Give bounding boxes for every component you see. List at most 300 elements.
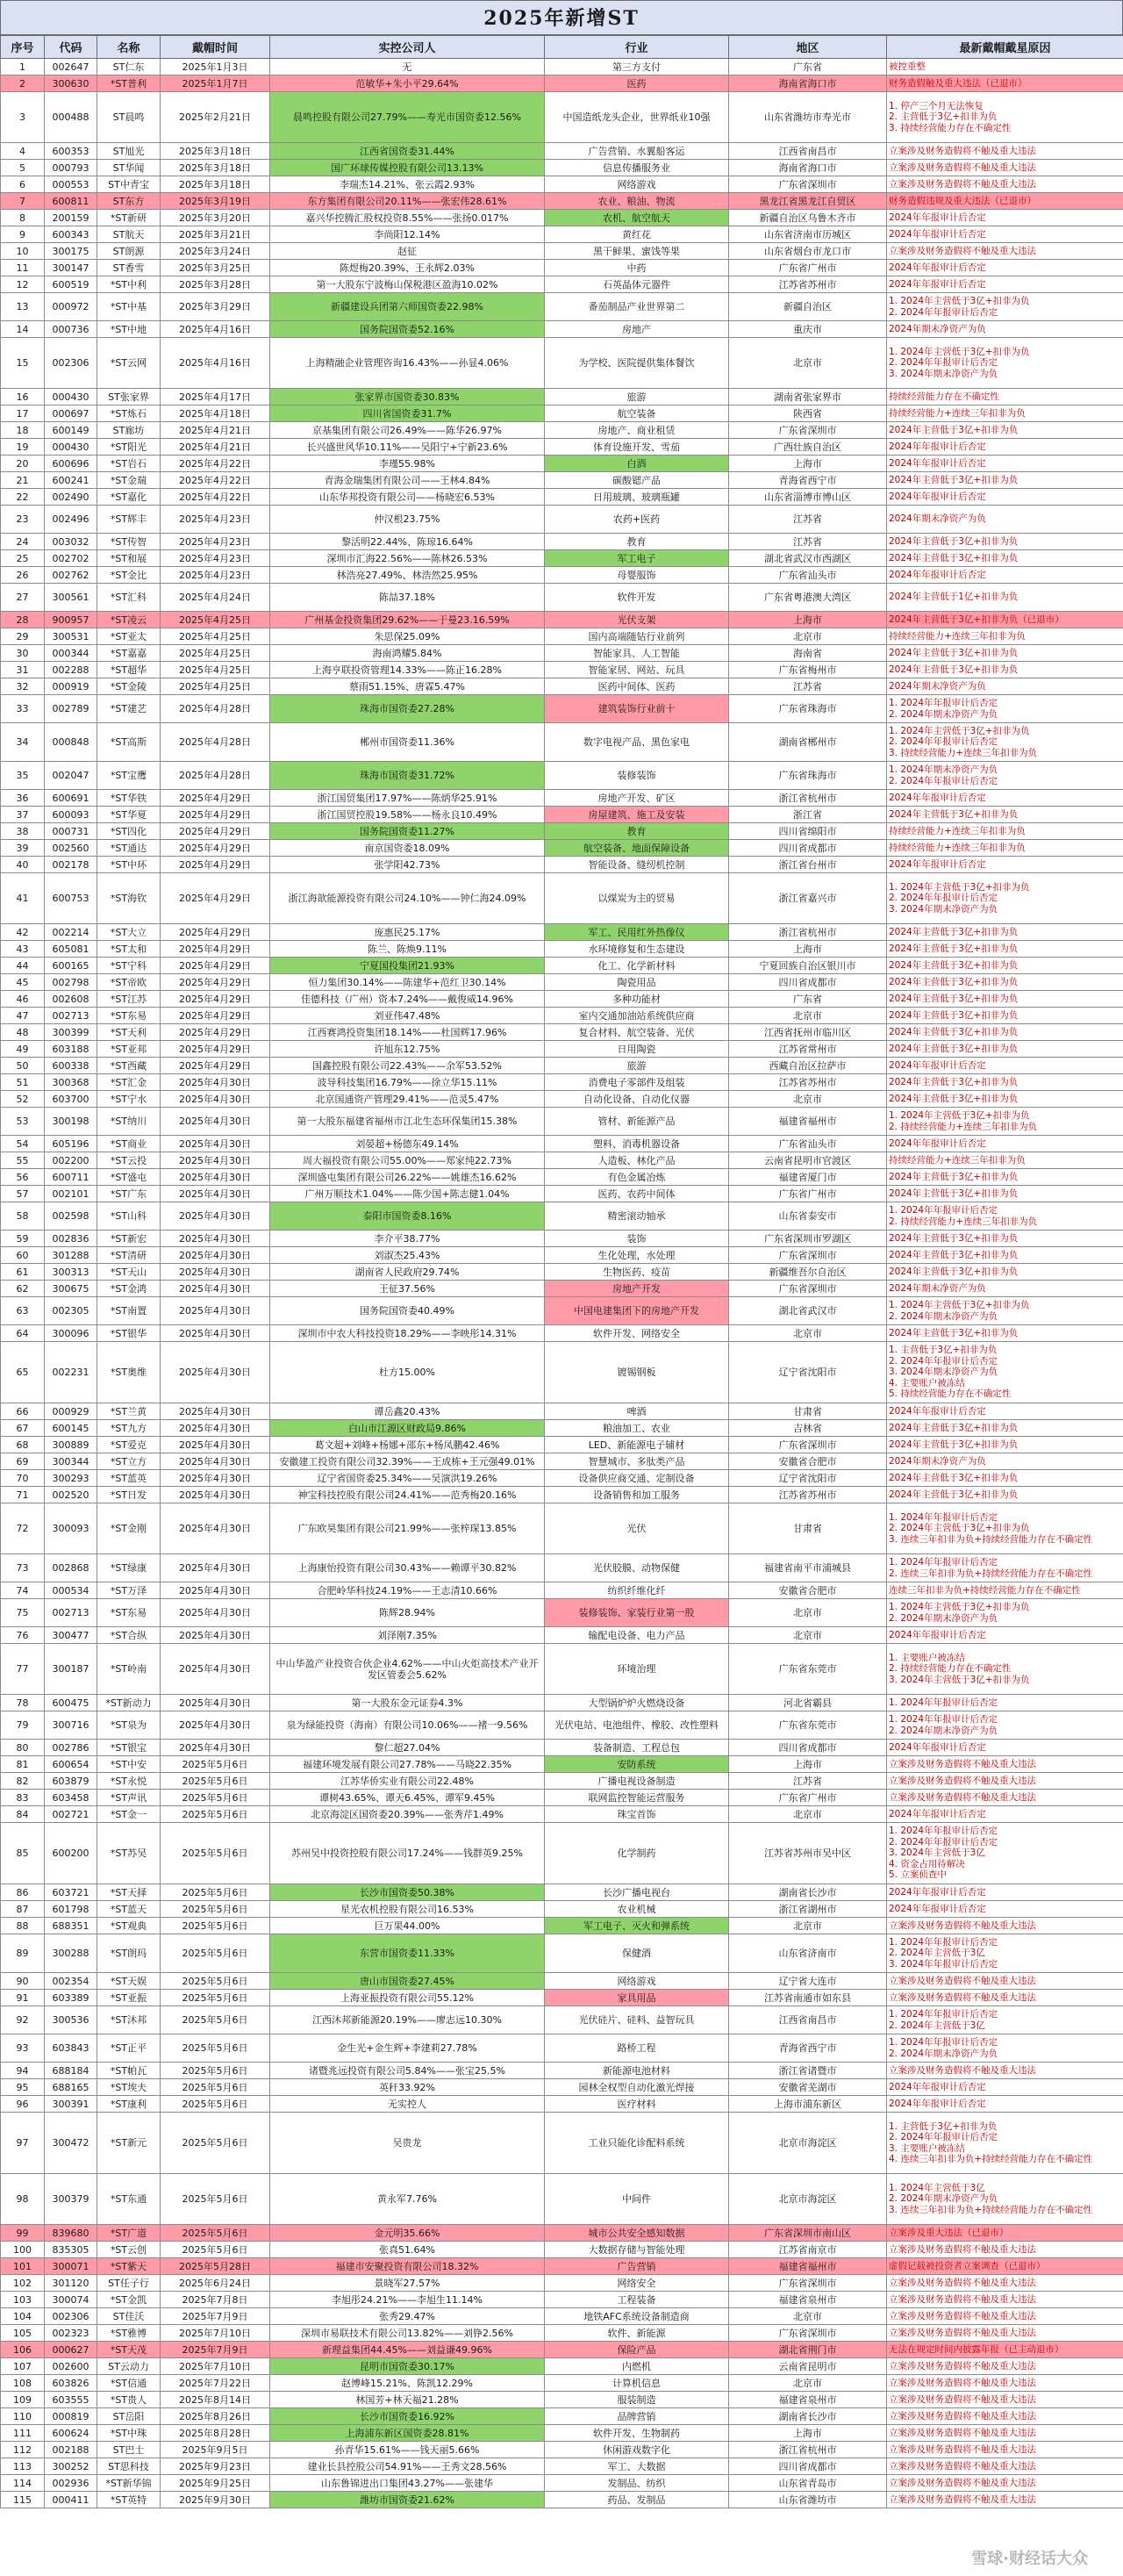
cell-industry: 保险产品 xyxy=(545,2342,729,2358)
cell-name: *ST岭南 xyxy=(97,1644,161,1695)
cell-industry: 母婴服饰 xyxy=(545,567,729,584)
cell-region: 西藏自治区拉萨市 xyxy=(729,1058,887,1074)
cell-code: 000919 xyxy=(45,678,97,695)
table-row xyxy=(1,1342,1123,1403)
cell-seq: 88 xyxy=(1,1918,45,1934)
cell-reason: 2024年年报审计后否定 xyxy=(887,2079,1123,2096)
cell-name: *ST和展 xyxy=(97,550,161,567)
cell-reason: 1. 2024年年报审计后否定 2. 2024年期末净资产为负 xyxy=(887,695,1123,723)
cell-reason: 1. 2024年主营低于3亿+扣非为负 2. 2024年期末净资产为负 xyxy=(887,1297,1123,1325)
cell-name: *ST金一 xyxy=(97,1806,161,1823)
cell-date: 2025年5月6日 xyxy=(161,2096,270,2113)
cell-code: 300293 xyxy=(45,1470,97,1487)
cell-holder: 广东欧昊集团有限公司21.99%——张梓琛13.85% xyxy=(270,1503,545,1554)
cell-industry: 建筑装饰行业前十 xyxy=(545,695,729,723)
cell-code: 688165 xyxy=(45,2079,97,2096)
cell-reason: 2024年主营低于3亿+扣非为负 xyxy=(887,1470,1123,1487)
cell-reason: 2024年期末净资产为负 xyxy=(887,506,1123,534)
cell-industry: 保健酒 xyxy=(545,1934,729,1973)
cell-industry: 以煤炭为主的贸易 xyxy=(545,873,729,924)
cell-industry: 医药中间体、医药 xyxy=(545,678,729,695)
cell-date: 2025年5月6日 xyxy=(161,2242,270,2258)
cell-name: *ST中环 xyxy=(97,857,161,873)
cell-date: 2025年4月29日 xyxy=(161,958,270,974)
cell-holder: 李旭彤24.21%——李旭生11.14% xyxy=(270,2292,545,2308)
table-row xyxy=(1,1297,1123,1325)
cell-seq: 50 xyxy=(1,1058,45,1074)
cell-date: 2025年5月6日 xyxy=(161,2225,270,2242)
cell-name: ST巴士 xyxy=(97,2442,161,2458)
header-industry: 行业 xyxy=(545,36,729,59)
cell-holder: 青海金瑞集团有限公司——王林4.84% xyxy=(270,472,545,489)
cell-date: 2025年5月6日 xyxy=(161,2113,270,2174)
cell-region: 北京市 xyxy=(729,1627,887,1644)
cell-industry: 医药 xyxy=(545,75,729,92)
cell-name: *ST中基 xyxy=(97,293,161,321)
cell-name: *ST永悦 xyxy=(97,1773,161,1790)
cell-holder: 张秀29.47% xyxy=(270,2308,545,2325)
cell-holder: 泉为绿能投资（海南）有限公司10.06%——褚一9.56% xyxy=(270,1711,545,1740)
cell-seq: 89 xyxy=(1,1934,45,1973)
table-row xyxy=(1,941,1123,958)
cell-region: 云南省昆明市 xyxy=(729,2358,887,2375)
cell-reason: 立案涉及财务造假将不触及重大违法 xyxy=(887,2308,1123,2325)
cell-seq: 105 xyxy=(1,2325,45,2342)
cell-holder: 辽宁省国资委25.34%——吴演洪19.26% xyxy=(270,1470,545,1487)
table-row xyxy=(1,2113,1123,2174)
cell-name: *ST超华 xyxy=(97,662,161,678)
table-row xyxy=(1,645,1123,662)
cell-industry: 中间件 xyxy=(545,2174,729,2225)
cell-industry: 光伏电站、电池组件、橡胶、改性塑料 xyxy=(545,1711,729,1740)
cell-name: *ST金比 xyxy=(97,567,161,584)
cell-region: 四川省成都市 xyxy=(729,1740,887,1756)
cell-code: 688184 xyxy=(45,2063,97,2079)
cell-seq: 15 xyxy=(1,338,45,389)
cell-seq: 14 xyxy=(1,321,45,338)
cell-region: 山东省济南市 xyxy=(729,1934,887,1973)
cell-date: 2025年4月29日 xyxy=(161,974,270,991)
cell-code: 605081 xyxy=(45,941,97,958)
cell-reason: 2024年主营低于3亿+扣非为负 xyxy=(887,1437,1123,1453)
cell-reason: 1. 2024年主营低于3亿+扣非为负 2. 2024年年报审计后否定 xyxy=(887,293,1123,321)
cell-region: 新疆维吾尔自治区 xyxy=(729,1264,887,1281)
cell-industry: 光伏胶膜、动物保健 xyxy=(545,1554,729,1582)
cell-reason: 2024年年报审计后否定 xyxy=(887,857,1123,873)
cell-region: 浙江省诸暨市 xyxy=(729,2063,887,2079)
cell-region: 湖南省张家界市 xyxy=(729,389,887,405)
cell-code: 300675 xyxy=(45,1281,97,1297)
table-row xyxy=(1,628,1123,645)
cell-reason: 1. 2024年主营低于3亿+扣非为负 2. 持续经营能力+连续三年扣非为负 xyxy=(887,1108,1123,1136)
cell-name: *ST传智 xyxy=(97,534,161,550)
cell-industry: 日用玻璃、玻璃瓶罐 xyxy=(545,489,729,506)
cell-name: *ST亚振 xyxy=(97,1990,161,2006)
cell-reason: 2024年主营低于3亿+扣非为负 xyxy=(887,662,1123,678)
cell-reason: 2024年主营低于3亿+扣非为负 xyxy=(887,1487,1123,1503)
cell-region: 北京市 xyxy=(729,1918,887,1934)
cell-industry: 智慧城市、多肽类产品 xyxy=(545,1453,729,1470)
cell-date: 2025年4月30日 xyxy=(161,1091,270,1108)
cell-seq: 36 xyxy=(1,790,45,807)
cell-date: 2025年4月30日 xyxy=(161,1169,270,1186)
cell-reason: 1. 主营低于3亿+扣非为负 2. 2024年年报审计后否定 3. 主要账户被冻结 4. 连续三年扣非为负+持续经营能力存在不确定性 xyxy=(887,2113,1123,2174)
cell-name: *ST雅博 xyxy=(97,2325,161,2342)
cell-industry: 房地产 xyxy=(545,321,729,338)
cell-region: 广东省珠海市 xyxy=(729,695,887,723)
cell-region: 四川省成都市 xyxy=(729,974,887,991)
cell-date: 2025年9月25日 xyxy=(161,2475,270,2492)
cell-date: 2025年3月18日 xyxy=(161,160,270,176)
table-row xyxy=(1,1108,1123,1136)
cell-reason: 2024年年报审计后否定 xyxy=(887,1627,1123,1644)
cell-industry: 中国造纸龙头企业，世界纸业10强 xyxy=(545,92,729,143)
cell-industry: 中国电建集团下的房地产开发 xyxy=(545,1297,729,1325)
cell-region: 海南省 xyxy=(729,645,887,662)
table-row xyxy=(1,723,1123,762)
cell-industry: 复合材料、航空装备、光伏 xyxy=(545,1024,729,1041)
table-row xyxy=(1,695,1123,723)
cell-industry: 教育 xyxy=(545,534,729,550)
cell-region: 广东省深圳市南山区 xyxy=(729,2225,887,2242)
cell-region: 北京市 xyxy=(729,1325,887,1342)
cell-seq: 41 xyxy=(1,873,45,924)
cell-code: 002608 xyxy=(45,991,97,1008)
table-row xyxy=(1,1582,1123,1599)
cell-date: 2025年5月6日 xyxy=(161,1756,270,1773)
cell-holder: 张真51.64% xyxy=(270,2242,545,2258)
cell-holder: 星光农机控股有限公司16.53% xyxy=(270,1901,545,1918)
cell-seq: 28 xyxy=(1,612,45,628)
cell-holder: 上海精融企业管理咨询16.43%——孙显4.06% xyxy=(270,338,545,389)
cell-code: 603879 xyxy=(45,1773,97,1790)
table-row xyxy=(1,1091,1123,1108)
cell-reason: 1. 主要账户被冻结 2. 持续经营能力存在不确定性 3. 2024年主营低于3亿+扣非为负 xyxy=(887,1644,1123,1695)
cell-seq: 87 xyxy=(1,1901,45,1918)
cell-holder: 刘淑杰25.43% xyxy=(270,1247,545,1264)
table-row xyxy=(1,405,1123,422)
cell-date: 2025年4月30日 xyxy=(161,1342,270,1403)
cell-seq: 24 xyxy=(1,534,45,550)
cell-code: 002178 xyxy=(45,857,97,873)
cell-date: 2025年4月16日 xyxy=(161,338,270,389)
cell-code: 603389 xyxy=(45,1990,97,2006)
cell-date: 2025年9月5日 xyxy=(161,2442,270,2458)
cell-industry: 农业机械 xyxy=(545,1901,729,1918)
cell-holder: 刘泽刚7.35% xyxy=(270,1627,545,1644)
header-holder: 实控公司人 xyxy=(270,36,545,59)
cell-reason: 2024年主营低于3亿+扣非为负 xyxy=(887,1186,1123,1202)
cell-name: *ST立方 xyxy=(97,1453,161,1470)
cell-code: 002354 xyxy=(45,1973,97,1990)
cell-code: 000848 xyxy=(45,723,97,762)
table-row xyxy=(1,276,1123,293)
cell-holder: 诸暨兆远投资有限公司5.84%——张宝25.5% xyxy=(270,2063,545,2079)
cell-region: 上海市 xyxy=(729,2425,887,2442)
cell-region: 青海省西宁市 xyxy=(729,472,887,489)
cell-industry: 白酒 xyxy=(545,456,729,472)
cell-region: 四川省绵阳市 xyxy=(729,823,887,840)
cell-region: 新疆自治区 xyxy=(729,293,887,321)
cell-region: 上海市 xyxy=(729,612,887,628)
cell-code: 300561 xyxy=(45,584,97,612)
cell-date: 2025年4月30日 xyxy=(161,1297,270,1325)
cell-name: *ST英特 xyxy=(97,2492,161,2508)
cell-reason: 1. 2024年主营低于3亿+扣非为负 2. 2024年年报审计后否定 3. 2024年期末净资产为负 xyxy=(887,873,1123,924)
cell-date: 2025年3月18日 xyxy=(161,176,270,193)
cell-seq: 68 xyxy=(1,1437,45,1453)
table-row xyxy=(1,1756,1123,1773)
table-row xyxy=(1,2358,1123,2375)
cell-industry: 智能家具、人工智能 xyxy=(545,645,729,662)
cell-code: 000553 xyxy=(45,176,97,193)
cell-seq: 13 xyxy=(1,293,45,321)
cell-code: 605196 xyxy=(45,1136,97,1152)
cell-industry: 药品、发制品 xyxy=(545,2492,729,2508)
cell-seq: 97 xyxy=(1,2113,45,2174)
table-row xyxy=(1,293,1123,321)
cell-code: 002188 xyxy=(45,2442,97,2458)
cell-holder: 深圳市汇海22.56%——陈林26.53% xyxy=(270,550,545,567)
cell-holder: 珠海市国资委27.28% xyxy=(270,695,545,723)
cell-holder: 恒力集团30.14%——陈建华+范红卫30.14% xyxy=(270,974,545,991)
cell-date: 2025年4月30日 xyxy=(161,1487,270,1503)
cell-reason: 立案涉及财务造假将不触及重大违法 xyxy=(887,2408,1123,2425)
cell-date: 2025年4月30日 xyxy=(161,1582,270,1599)
cell-date: 2025年4月30日 xyxy=(161,1152,270,1169)
cell-industry: 医药、农药中间体 xyxy=(545,1186,729,1202)
cell-reason: 1. 2024年年报审计后否定 2. 2024年主营低于3亿 3. 2024年年报审计后否定 xyxy=(887,1934,1123,1973)
cell-region: 海南省海口市 xyxy=(729,160,887,176)
cell-region: 浙江省 xyxy=(729,807,887,823)
cell-date: 2025年3月20日 xyxy=(161,210,270,226)
cell-date: 2025年4月21日 xyxy=(161,439,270,456)
cell-name: *ST蓝天 xyxy=(97,1901,161,1918)
cell-industry: 军工电子 xyxy=(545,550,729,567)
table-row xyxy=(1,92,1123,143)
cell-reason: 2024年主营低于3亿+扣非为负 xyxy=(887,1420,1123,1437)
cell-name: *ST阳光 xyxy=(97,439,161,456)
cell-seq: 90 xyxy=(1,1973,45,1990)
table-row xyxy=(1,2225,1123,2242)
cell-region: 上海市 xyxy=(729,456,887,472)
cell-date: 2025年4月22日 xyxy=(161,489,270,506)
cell-industry: 软件开发、生物制药 xyxy=(545,2425,729,2442)
table-row xyxy=(1,534,1123,550)
cell-holder: 新理益集团44.45%——刘益谦49.96% xyxy=(270,2342,545,2358)
cell-seq: 56 xyxy=(1,1169,45,1186)
cell-seq: 12 xyxy=(1,276,45,293)
cell-code: 000929 xyxy=(45,1403,97,1420)
cell-code: 002306 xyxy=(45,338,97,389)
cell-seq: 3 xyxy=(1,92,45,143)
cell-name: *ST银宝 xyxy=(97,1740,161,1756)
cell-industry: 管材、新能源产品 xyxy=(545,1108,729,1136)
cell-date: 2025年4月29日 xyxy=(161,991,270,1008)
cell-holder: 昆明市国资委30.17% xyxy=(270,2358,545,2375)
table-row xyxy=(1,924,1123,941)
cell-date: 2025年5月6日 xyxy=(161,1773,270,1790)
cell-industry: 航空装备 xyxy=(545,405,729,422)
cell-industry: 室内交通加油站系统供应商 xyxy=(545,1008,729,1024)
cell-holder: 庞惠民25.17% xyxy=(270,924,545,941)
cell-date: 2025年7月8日 xyxy=(161,2292,270,2308)
cell-region: 海南省海口市 xyxy=(729,75,887,92)
cell-seq: 75 xyxy=(1,1599,45,1627)
cell-name: *ST银华 xyxy=(97,1325,161,1342)
cell-seq: 9 xyxy=(1,226,45,243)
table-row xyxy=(1,1403,1123,1420)
cell-industry: 自动化设备、自动化仪器 xyxy=(545,1091,729,1108)
cell-reason: 持续经营能力+连续三年扣非为负 xyxy=(887,405,1123,422)
cell-holder: 新疆建设兵团第六师国资委22.98% xyxy=(270,293,545,321)
cell-industry: 番茄制品产业世界第二 xyxy=(545,293,729,321)
cell-holder: 金元明35.66% xyxy=(270,2225,545,2242)
table-row xyxy=(1,2063,1123,2079)
cell-code: 600241 xyxy=(45,472,97,489)
cell-reason: 立案涉及财务造假将不触及重大违法 xyxy=(887,2492,1123,2508)
cell-name: *ST南置 xyxy=(97,1297,161,1325)
cell-industry: 新能源电池材料 xyxy=(545,2063,729,2079)
cell-seq: 31 xyxy=(1,662,45,678)
cell-seq: 53 xyxy=(1,1108,45,1136)
cell-code: 300252 xyxy=(45,2458,97,2475)
cell-code: 600753 xyxy=(45,873,97,924)
cell-seq: 67 xyxy=(1,1420,45,1437)
cell-holder: 国务院国资委52.16% xyxy=(270,321,545,338)
cell-code: 000430 xyxy=(45,389,97,405)
table-title: 2025年新增ST xyxy=(0,0,1123,35)
cell-code: 002047 xyxy=(45,762,97,790)
cell-region: 上海市浦东新区 xyxy=(729,2096,887,2113)
cell-date: 2025年4月29日 xyxy=(161,790,270,807)
cell-seq: 22 xyxy=(1,489,45,506)
cell-name: *ST宁水 xyxy=(97,1091,161,1108)
cell-date: 2025年4月29日 xyxy=(161,873,270,924)
cell-reason: 立案涉及财务造假将不触及重大违法 xyxy=(887,2475,1123,2492)
cell-reason: 虚假记载被投资者立案调查（已退市） xyxy=(887,2258,1123,2275)
cell-holder: 郴州市国资委11.36% xyxy=(270,723,545,762)
cell-holder: 林国芳+林天福21.28% xyxy=(270,2392,545,2408)
cell-name: *ST金瑞 xyxy=(97,472,161,489)
cell-seq: 48 xyxy=(1,1024,45,1041)
cell-region: 广东省深圳市 xyxy=(729,176,887,193)
cell-name: *ST紫天 xyxy=(97,2258,161,2275)
table-row xyxy=(1,506,1123,534)
cell-name: ST廊坊 xyxy=(97,422,161,439)
cell-reason: 2024年年报审计后否定 xyxy=(887,1136,1123,1152)
cell-code: 300630 xyxy=(45,75,97,92)
cell-holder: 浙江国贸集团17.97%——陈炳华25.91% xyxy=(270,790,545,807)
cell-seq: 32 xyxy=(1,678,45,695)
cell-seq: 108 xyxy=(1,2375,45,2392)
cell-date: 2025年4月25日 xyxy=(161,662,270,678)
cell-seq: 74 xyxy=(1,1582,45,1599)
cell-code: 839680 xyxy=(45,2225,97,2242)
cell-seq: 42 xyxy=(1,924,45,941)
cell-region: 福建省泉州市 xyxy=(729,2392,887,2408)
cell-date: 2025年5月6日 xyxy=(161,1918,270,1934)
cell-date: 2025年5月6日 xyxy=(161,2174,270,2225)
cell-region: 上海市 xyxy=(729,1756,887,1773)
cell-reason: 立案涉及财务造假将不触及重大违法 xyxy=(887,1990,1123,2006)
cell-holder: 福建环境发展有限公司27.78%——马晓22.35% xyxy=(270,1756,545,1773)
cell-industry: 工程装备 xyxy=(545,2292,729,2308)
cell-code: 000411 xyxy=(45,2492,97,2508)
cell-reason: 1. 2024年年报审计后否定 2. 2024年主营低于3亿 xyxy=(887,2006,1123,2034)
cell-industry: 水环境修复和生态建设 xyxy=(545,941,729,958)
cell-holder: 神宝科技控股有限公司24.41%——范秀梅20.16% xyxy=(270,1487,545,1503)
cell-holder: 广州基金投资集团29.62%——于曼23.16.59% xyxy=(270,612,545,628)
cell-seq: 107 xyxy=(1,2358,45,2375)
table-body xyxy=(1,59,1123,2508)
cell-industry: 光伏 xyxy=(545,1503,729,1554)
cell-date: 2025年4月25日 xyxy=(161,645,270,662)
cell-name: ST中青宝 xyxy=(97,176,161,193)
table-row xyxy=(1,1202,1123,1231)
cell-holder: 湖南省人民政府29.74% xyxy=(270,1264,545,1281)
table-row xyxy=(1,662,1123,678)
cell-industry: 军工、大数据 xyxy=(545,2458,729,2475)
cell-name: *ST帝欧 xyxy=(97,974,161,991)
cell-name: *ST汇金 xyxy=(97,1074,161,1091)
cell-date: 2025年5月6日 xyxy=(161,2079,270,2096)
table-row xyxy=(1,823,1123,840)
cell-name: *ST中利 xyxy=(97,276,161,293)
cell-reason: 2024年主营低于1亿+扣非为负 xyxy=(887,584,1123,612)
cell-date: 2025年5月6日 xyxy=(161,1990,270,2006)
cell-name: *ST江苏 xyxy=(97,991,161,1008)
cell-seq: 84 xyxy=(1,1806,45,1823)
cell-name: *ST爱克 xyxy=(97,1437,161,1453)
cell-region: 山东省泰安市 xyxy=(729,1202,887,1231)
table-row xyxy=(1,678,1123,695)
cell-region: 广东省东莞市 xyxy=(729,1644,887,1695)
cell-code: 300093 xyxy=(45,1503,97,1554)
cell-holder: 浙江国贸控股19.58%——杨永良10.49% xyxy=(270,807,545,823)
cell-seq: 95 xyxy=(1,2079,45,2096)
cell-seq: 94 xyxy=(1,2063,45,2079)
cell-reason: 立案涉及财务造假将不触及重大违法 xyxy=(887,1973,1123,1990)
cell-name: *ST兰黄 xyxy=(97,1403,161,1420)
cell-date: 2025年4月22日 xyxy=(161,472,270,489)
table-row xyxy=(1,2325,1123,2342)
cell-date: 2025年5月6日 xyxy=(161,1901,270,1918)
cell-region: 安徽省芜湖市 xyxy=(729,2079,887,2096)
table-row xyxy=(1,1773,1123,1790)
cell-date: 2025年4月29日 xyxy=(161,1058,270,1074)
cell-seq: 91 xyxy=(1,1990,45,2006)
cell-industry: 软件、新能源 xyxy=(545,2325,729,2342)
cell-holder: 宁夏国投集团21.93% xyxy=(270,958,545,974)
cell-name: *ST宁科 xyxy=(97,958,161,974)
cell-name: ST东方 xyxy=(97,193,161,210)
cell-holder: 范敏华+朱小平29.64% xyxy=(270,75,545,92)
cell-holder: 无实控人 xyxy=(270,2096,545,2113)
cell-reason: 持续经营能力+连续三年扣非为负 xyxy=(887,1152,1123,1169)
cell-reason: 2024年期末净资产为负 xyxy=(887,678,1123,695)
cell-code: 000972 xyxy=(45,293,97,321)
cell-seq: 38 xyxy=(1,823,45,840)
cell-reason: 2024年主营低于3亿+扣非为负 xyxy=(887,1264,1123,1281)
cell-reason: 1. 停产三个月无法恢复 2. 主营低于3亿+扣非为负 3. 持续经营能力存在不确定性 xyxy=(887,92,1123,143)
cell-date: 2025年4月17日 xyxy=(161,389,270,405)
cell-holder: 谭岳鑫20.43% xyxy=(270,1403,545,1420)
cell-date: 2025年4月30日 xyxy=(161,1554,270,1582)
cell-reason: 1. 2024年主营低于3亿+扣非为负 2. 2024年年报审计后否定 3. 2024年期末净资产为负 xyxy=(887,338,1123,389)
header-date: 戴帽时间 xyxy=(161,36,270,59)
cell-date: 2025年4月30日 xyxy=(161,1186,270,1202)
